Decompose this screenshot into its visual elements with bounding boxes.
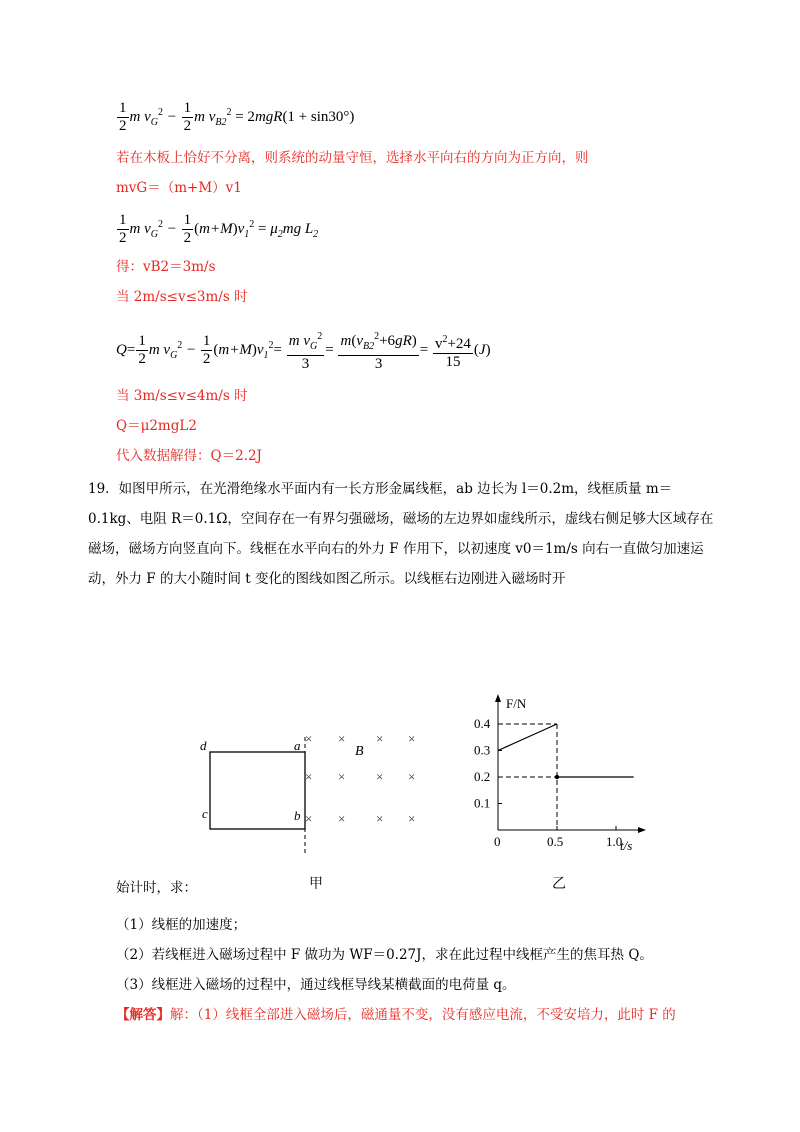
question-3: （3）线框进入磁场的过程中，通过线框导线某横截面的电荷量 q。 xyxy=(116,977,516,993)
field-cross: × xyxy=(338,731,346,746)
field-cross: × xyxy=(338,769,346,784)
result-vb2: 得：vB2＝3m/s xyxy=(116,259,216,275)
chart-f-t xyxy=(470,690,650,855)
field-cross: × xyxy=(408,811,416,826)
field-cross: × xyxy=(408,769,416,784)
case-low-speed: 当 2m/s≤v≤3m/s 时 xyxy=(116,289,248,305)
wire-frame xyxy=(210,752,305,829)
answer-text: 解：（1）线框全部进入磁场后，磁通量不变，没有感应电流，不受安培力，此时 F 的 xyxy=(170,1007,676,1023)
equation-heat-q: Q= $\frac{1}{2}$ m $v_G^2$ − $\frac{1}{2}$ $(m+M)v_1^2=$ $\frac{m v_G^2}{3}$ = $\frac{m(v_{B2}^2+6gR)}{3}$ = $\frac{v^2+24}{15}$ (J) xyxy=(116,328,491,373)
series-point xyxy=(555,775,559,779)
x-axis-label: t/s xyxy=(620,838,633,853)
final-answer: 代入数据解得：Q＝2.2J xyxy=(116,448,262,464)
label-b: b xyxy=(294,808,301,823)
q-equation: Q＝μ2mgL2 xyxy=(116,418,197,434)
y-tick-label: 0.1 xyxy=(474,795,491,811)
caption-jia: 甲 xyxy=(309,876,323,892)
field-cross: × xyxy=(338,811,346,826)
answer-tag: 【解答】 xyxy=(116,1007,170,1023)
problem-19-continuation: 始计时，求： xyxy=(116,880,197,896)
label-a: a xyxy=(294,738,301,753)
label-B: B xyxy=(355,744,364,759)
answer-start xyxy=(116,1005,676,1025)
y-tick-label: 0.4 xyxy=(474,716,491,731)
caption-yi: 乙 xyxy=(552,876,566,892)
field-cross: × xyxy=(376,731,384,746)
x-tick-label: 0.5 xyxy=(547,834,564,849)
momentum-equation: mvG＝（m+M）v1 xyxy=(116,180,242,196)
y-tick-label: 0.2 xyxy=(474,769,491,784)
equation-friction-work: $\frac{1}{2}$ m $v_G^2$ − $\frac{1}{2}$ $(m+M)v_1^2 = \mu_2mg$ $L_2$ xyxy=(119,212,319,246)
field-cross: × xyxy=(305,769,313,784)
series-ramp-segment xyxy=(498,724,557,751)
problem-19-text: 19．如图甲所示，在光滑绝缘水平面内有一长方形金属线框，ab 边长为 l＝0.2m，线框质量 m＝0.1kg、电阻 R＝0.1Ω，空间存在一有界匀强磁场，磁场的左边界如虚线所示，虚线右侧足够大区域存在磁场，磁场方向竖直向下。线框在水平向右的外力 F 作用下，以初速度 v0＝1m/s 向右一直做匀加速运动，外力 F 的大小随时间 t 变化的图线如图乙所示。以线框右边刚进入磁场时开 xyxy=(88,481,714,587)
x-tick-label: 1.0 xyxy=(606,834,623,849)
case-high-speed: 当 3m/s≤v≤4m/s 时 xyxy=(116,388,248,404)
equation-energy: $\frac{1}{2}$ m $v_G^2$ − $\frac{1}{2}$ m $v_{B2}^2 = 2mgR(1 + \sin 30^\circ)$ xyxy=(119,100,355,134)
field-cross: × xyxy=(376,811,384,826)
label-c: c xyxy=(202,806,208,821)
x-tick-label: 0 xyxy=(494,834,501,849)
field-cross: × xyxy=(376,769,384,784)
field-cross: × xyxy=(305,811,313,826)
y-tick-label: 0.3 xyxy=(474,742,491,758)
momentum-conservation-text: 若在木板上恰好不分离，则系统的动量守恒，选择水平向右的方向为正方向，则 xyxy=(116,150,589,166)
label-d: d xyxy=(200,738,207,753)
question-1: （1）线框的加速度； xyxy=(116,917,247,933)
field-cross: × xyxy=(305,731,313,746)
question-2: （2）若线框进入磁场过程中 F 做功为 WF＝0.27J，求在此过程中线框产生的焦耳热 Q。 xyxy=(116,947,653,963)
y-axis-label: F/N xyxy=(506,696,527,711)
field-cross: × xyxy=(408,731,416,746)
